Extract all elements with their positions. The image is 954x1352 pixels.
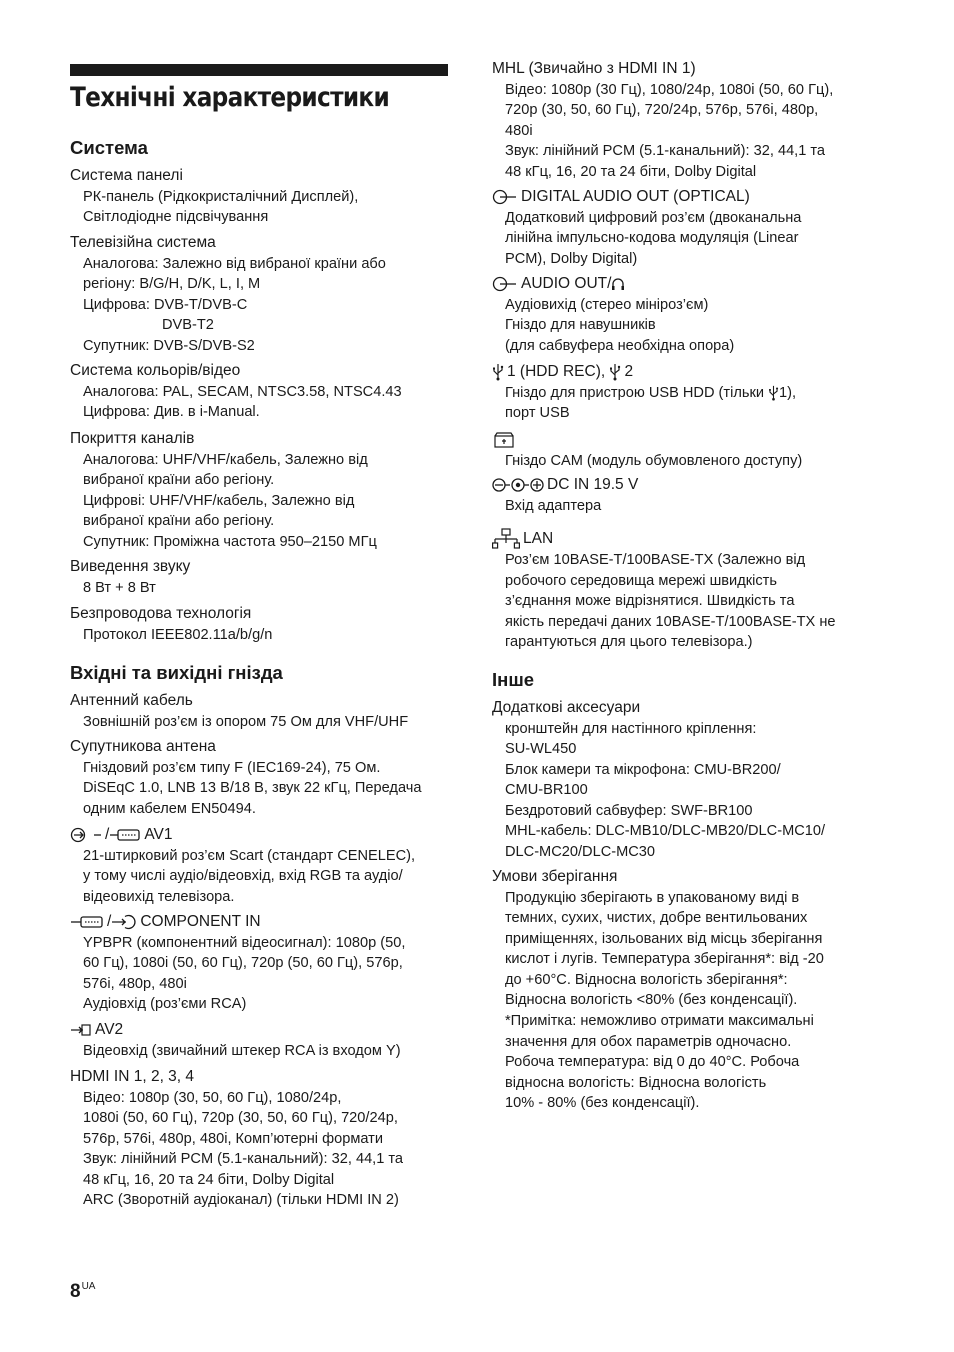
system-section: [70, 136, 450, 160]
spec-storage: [492, 867, 882, 1114]
spec-cam-slot: [492, 430, 882, 471]
spec-label: MHL (Звичайно з HDMI IN 1): [492, 60, 696, 77]
spec-channel-coverage: [70, 429, 450, 552]
spec-value: 8 Вт + 8 Вт: [83, 579, 156, 596]
spec-value: Відеовхід (звичайний штекер RCA із входом Y): [83, 1042, 401, 1059]
spec-value: Протокол IEEE802.11a/b/g/n: [83, 626, 273, 643]
spec-value: темних, сухих, чистих, добре вентильованих: [505, 910, 808, 927]
section-heading-io: Вхідні та вихідні гнізда: [70, 662, 283, 683]
usb-icon: [609, 363, 621, 381]
spec-label: 1 (HDD REC), 2: [492, 362, 882, 383]
spec-label: Умови зберігання: [492, 868, 618, 885]
spec-label: [492, 187, 882, 208]
spec-value: Блок камери та мікрофона: CMU-BR200/: [505, 761, 781, 778]
spec-value: Додатковий цифровий роз’єм (двоканальна: [505, 209, 802, 226]
spec-panel-system: [70, 166, 450, 228]
spec-tv-system: [70, 233, 450, 356]
page-title: Технічні характеристики: [70, 82, 390, 113]
spec-value: MHL-кабель: DLC-MB10/DLC-MB20/DLC-MC10/: [505, 823, 826, 840]
spec-value: РК-панель (Рідкокристалічний Дисплей),: [83, 188, 359, 205]
optical-output-icon: [492, 189, 518, 205]
spec-value: одним кабелем EN50494.: [83, 800, 256, 817]
spec-label: Покриття каналів: [70, 430, 195, 447]
spec-label: Система панелі: [70, 167, 183, 184]
spec-value: Відео: 1080p (30, 50, 60 Гц), 1080/24p,: [83, 1089, 342, 1106]
title-bar-decoration: [70, 64, 448, 76]
spec-value: Аудіовхід (роз’єми RCA): [83, 996, 247, 1013]
section-heading-other: Інше: [492, 669, 535, 690]
spec-value: якість передачі даних 10BASE-T/100BASE-TX не: [505, 613, 836, 630]
spec-label: [492, 528, 882, 550]
spec-label: / AV1: [70, 825, 450, 846]
audio-output-icon: [492, 276, 518, 292]
io-section: [70, 661, 450, 685]
spec-optical-out: [492, 187, 882, 269]
spec-value: Цифрові: UHF/VHF/кабель, Залежно від: [83, 492, 355, 509]
spec-value: *Примітка: неможливо отримати максимальні: [505, 1013, 814, 1030]
lan-label: LAN: [523, 530, 554, 548]
spec-value: PCM), Dolby Digital): [505, 250, 638, 267]
spec-label: [492, 430, 882, 451]
page-lang-code: UA: [81, 1281, 96, 1292]
spec-value: DVB-T2: [162, 317, 214, 334]
audio-out-label: AUDIO OUT/: [521, 275, 612, 292]
spec-value: Цифрова: Див. в i-Manual.: [83, 404, 260, 421]
spec-value: SU-WL450: [505, 741, 577, 758]
spec-label: [70, 1020, 450, 1041]
spec-label: Телевізійна система: [70, 234, 216, 251]
spec-label: [492, 475, 882, 496]
spec-value: Аналогова: UHF/VHF/кабель, Залежно від: [83, 451, 368, 468]
video-input-icon: [70, 1022, 92, 1038]
spec-value: Аналогова: PAL, SECAM, NTSC3.58, NTSC4.43: [83, 383, 402, 400]
spec-value: 48 кГц, 16, 20 та 24 біти, Dolby Digital: [83, 1171, 335, 1188]
spec-value: Бездротовий сабвуфер: SWF-BR100: [505, 802, 753, 819]
section-heading-system: Система: [70, 137, 148, 158]
spec-value: гарантуються для цього телевізора.): [505, 634, 753, 651]
spec-value: 720p (30, 50, 60 Гц), 720/24p, 576p, 576i, 480p,: [505, 102, 819, 119]
spec-label: HDMI IN 1, 2, 3, 4: [70, 1068, 195, 1085]
spec-value: 1080i (50, 60 Гц), 720p (30, 50, 60 Гц), 720/24p,: [83, 1110, 398, 1127]
spec-value: у тому числі аудіо/відеовхід, вхід RGB та аудіо/: [83, 868, 403, 885]
spec-value: відносна вологість: Відносна вологість: [505, 1074, 767, 1091]
spec-value: 576i, 480p, 480i: [83, 975, 187, 992]
spec-value: Гніздо для пристрою USB HDD (тільки 1),: [505, 384, 797, 401]
spec-value: Супутник: DVB-S/DVB-S2: [83, 337, 255, 354]
spec-antenna-cable: [70, 691, 450, 732]
spec-label: Система кольорів/відео: [70, 362, 241, 379]
rca-input-icon: [111, 914, 137, 930]
spec-value: Звук: лінійний PCM (5.1-канальний): 32, 44,1 та: [505, 143, 826, 160]
spec-av1: [70, 825, 450, 907]
spec-value: Відео: 1080p (30 Гц), 1080/24p, 1080i (50, 60 Гц),: [505, 81, 834, 98]
page-number: $8^{UA}$: [70, 1281, 96, 1302]
spec-value: CMU-BR100: [505, 782, 588, 799]
spec-value: Аналогова: Залежно від вибраної країни або: [83, 255, 386, 272]
spec-component-in: [70, 912, 450, 1015]
spec-value: порт USB: [505, 405, 570, 422]
spec-value: Продукцію зберігають в упакованому виді в: [505, 889, 800, 906]
spec-value: кислот і лугів. Температура зберігання*: від -20: [505, 951, 824, 968]
spec-accessories: [492, 698, 882, 863]
spec-value: з’єднання може відрізнятися. Швидкість та: [505, 593, 795, 610]
spec-value: Супутник: Проміжна частота 950–2150 МГц: [83, 533, 377, 550]
spec-value: робочого середовища мережі швидкість: [505, 572, 777, 589]
usb-icon: [492, 363, 504, 381]
usb-icon: [768, 385, 779, 401]
spec-usb: [492, 362, 882, 424]
spec-value: Гніздо CAM (модуль обумовленого доступу): [505, 452, 803, 469]
spec-dc-in: [492, 475, 882, 516]
spec-lan: [492, 528, 882, 653]
spec-value: Аудіовихід (стерео мініроз’єм): [505, 296, 709, 313]
spec-value: Роз’єм 10BASE-T/100BASE-TX (Залежно від: [505, 552, 806, 568]
spec-value: Світлодіодне підсвічування: [83, 209, 269, 226]
spec-label: [492, 274, 882, 295]
cam-slot-icon: [492, 431, 516, 449]
scart-inout-icon: [70, 827, 102, 843]
dc-label: DC IN 19.5 V: [547, 476, 639, 493]
spec-value: DiSEqC 1.0, LNB 13 В/18 В, звук 22 кГц, Передача: [83, 780, 422, 797]
spec-value: 480i: [505, 122, 533, 139]
spec-value: DLC-MC20/DLC-MC30: [505, 844, 656, 861]
spec-satellite-antenna: [70, 737, 450, 819]
spec-sound-output: [70, 557, 450, 598]
spec-value: Зовнішній роз’єм із опором 75 Ом для VHF/UHF: [83, 713, 409, 730]
spec-label: Додаткові аксесуари: [492, 699, 641, 716]
dc-polarity-icon: [492, 477, 544, 493]
spec-label: Антенний кабель: [70, 692, 193, 709]
spec-label: / COMPONENT IN: [70, 912, 450, 933]
spec-color-system: [70, 361, 450, 423]
spec-value: лінійна імпульсно-кодова модуляція (Linear: [505, 230, 799, 247]
spec-value: значення для обох параметрів одночасно.: [505, 1033, 792, 1050]
spec-av2: [70, 1020, 450, 1061]
spec-value: Робоча температура: від 0 до 40°C. Робоча: [505, 1054, 800, 1071]
spec-value: Вхід адаптера: [505, 497, 602, 514]
spec-value: 21-штирковий роз’єм Scart (стандарт CENELEC),: [83, 847, 416, 864]
component-input-icon: [70, 914, 104, 930]
spec-value: кронштейн для настінного кріплення:: [505, 720, 757, 737]
spec-value: Гніздовий роз’єм типу F (IEC169-24), 75 Ом.: [83, 759, 381, 776]
headphones-icon: [611, 276, 625, 292]
spec-hdmi: [70, 1067, 450, 1211]
optical-label: DIGITAL AUDIO OUT (OPTICAL): [521, 188, 750, 205]
spec-mhl: [492, 59, 882, 182]
spec-label: Супутникова антена: [70, 738, 216, 755]
spec-value: Відносна вологість <80% (без конденсації).: [505, 992, 798, 1009]
spec-value: Цифрова: DVB-T/DVB-C: [83, 296, 248, 313]
spec-value: Звук: лінійний PCM (5.1-канальний): 32, 44,1 та: [83, 1151, 404, 1168]
spec-value: 48 кГц, 16, 20 та 24 біти, Dolby Digital: [505, 163, 757, 180]
other-section: [492, 668, 882, 692]
component-label: COMPONENT IN: [140, 913, 261, 930]
spec-value: 10% - 80% (без конденсації).: [505, 1095, 700, 1112]
spec-value: Гніздо для навушників: [505, 317, 656, 334]
spec-value: регіону: B/G/H, D/K, L, I, M: [83, 276, 261, 293]
spec-value: YPBPR (компонентний відеосигнал): 1080p (50,: [83, 934, 406, 951]
av2-label: AV2: [95, 1021, 124, 1038]
spec-value: приміщеннях, ізольованих від місць зберігання: [505, 930, 823, 947]
spec-label: Виведення звуку: [70, 558, 191, 575]
scart-output-icon: [109, 827, 141, 843]
spec-value: 576p, 576i, 480p, 480i, Комп’ютерні формати: [83, 1130, 383, 1147]
spec-value: відеовихід телевізора.: [83, 888, 235, 905]
network-icon: [492, 528, 520, 550]
spec-audio-out: [492, 274, 882, 356]
spec-value: 60 Гц), 1080i (50, 60 Гц), 720p (50, 60 Гц), 576p,: [83, 955, 403, 972]
spec-label: Безпроводова технологія: [70, 605, 252, 622]
spec-wireless: [70, 604, 450, 645]
spec-value: до +60°C. Відносна вологість зберігання*:: [505, 971, 788, 988]
spec-value: ARC (Зворотній аудіоканал) (тільки HDMI IN 2): [83, 1192, 399, 1209]
spec-value: вибраної країни або регіону.: [83, 513, 275, 530]
spec-value: (для сабвуфера необхідна опора): [505, 337, 735, 354]
spec-value: вибраної країни або регіону.: [83, 472, 275, 489]
av1-label: AV1: [144, 826, 173, 843]
